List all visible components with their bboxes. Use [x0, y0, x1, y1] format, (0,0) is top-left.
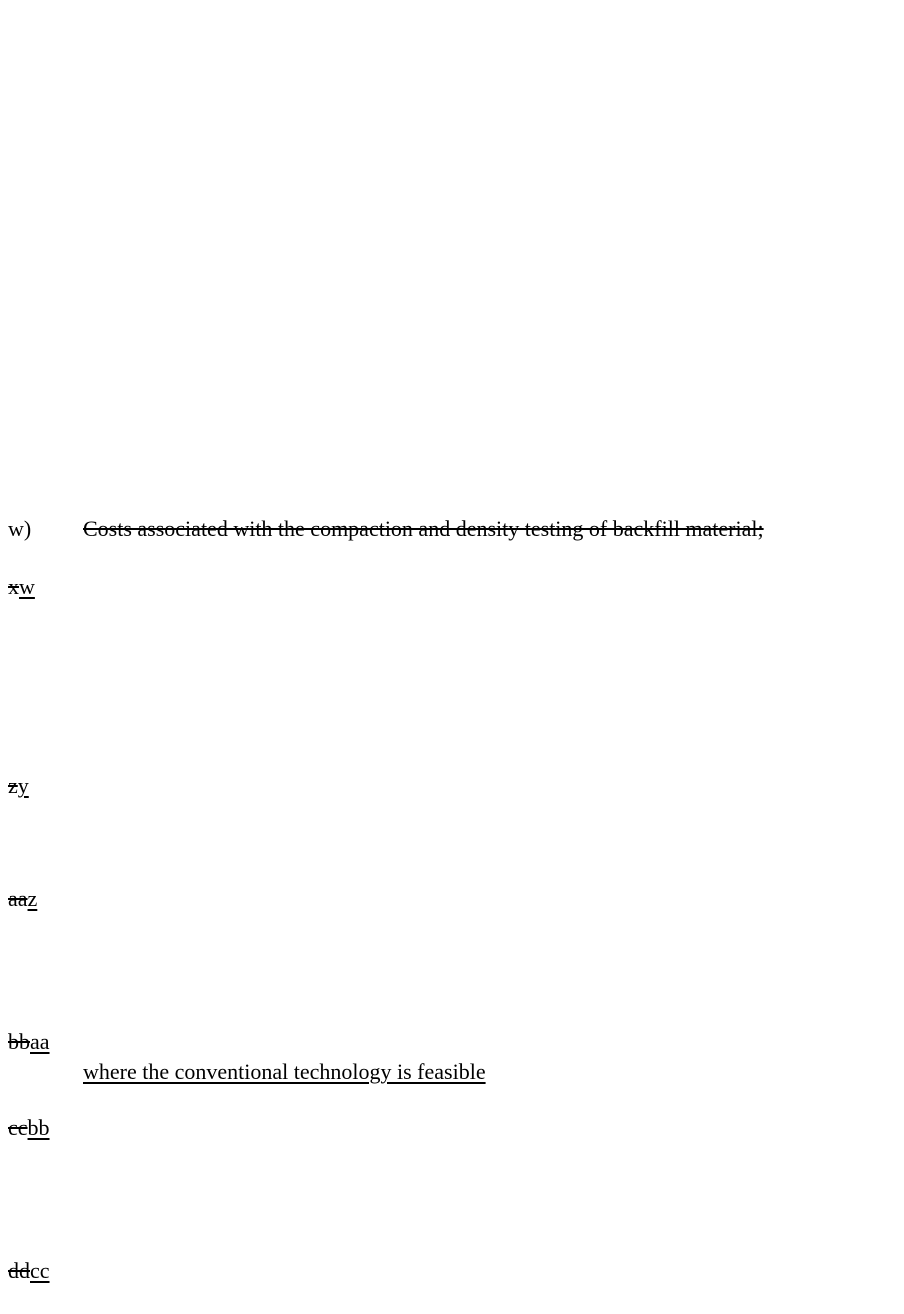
item-x-to-w-marker: [8, 574, 35, 600]
deleted-marker-aa: aa: [8, 886, 28, 911]
deleted-marker-bb: bb: [8, 1029, 30, 1054]
deleted-marker-x: x: [8, 574, 19, 599]
inserted-marker-cc: cc: [30, 1258, 50, 1283]
inserted-text-conventional-technology: [83, 1059, 486, 1085]
item-w-deleted-text: Costs associated with the compaction and density testing of backfill material;: [83, 516, 764, 541]
item-aa-to-z-marker: [8, 886, 37, 912]
deleted-marker-dd: dd: [8, 1258, 30, 1283]
inserted-marker-w: w: [19, 574, 35, 599]
item-bb-to-aa-marker: [8, 1029, 50, 1055]
inserted-text-span: where the conventional technology is feasible: [83, 1059, 486, 1084]
inserted-marker-bb: bb: [27, 1115, 50, 1140]
deleted-marker-z: z: [8, 773, 18, 798]
item-w-deleted-marker: w): [8, 516, 32, 541]
inserted-marker-z: z: [27, 886, 38, 911]
inserted-marker-aa: aa: [30, 1029, 50, 1054]
item-cc-to-bb-marker: [8, 1115, 50, 1141]
deleted-marker-cc: cc: [8, 1115, 28, 1140]
item-w-deleted-row: [8, 516, 764, 542]
inserted-marker-y: y: [17, 773, 29, 798]
item-z-to-y-marker: [8, 773, 29, 799]
item-dd-to-cc-marker: [8, 1258, 50, 1284]
